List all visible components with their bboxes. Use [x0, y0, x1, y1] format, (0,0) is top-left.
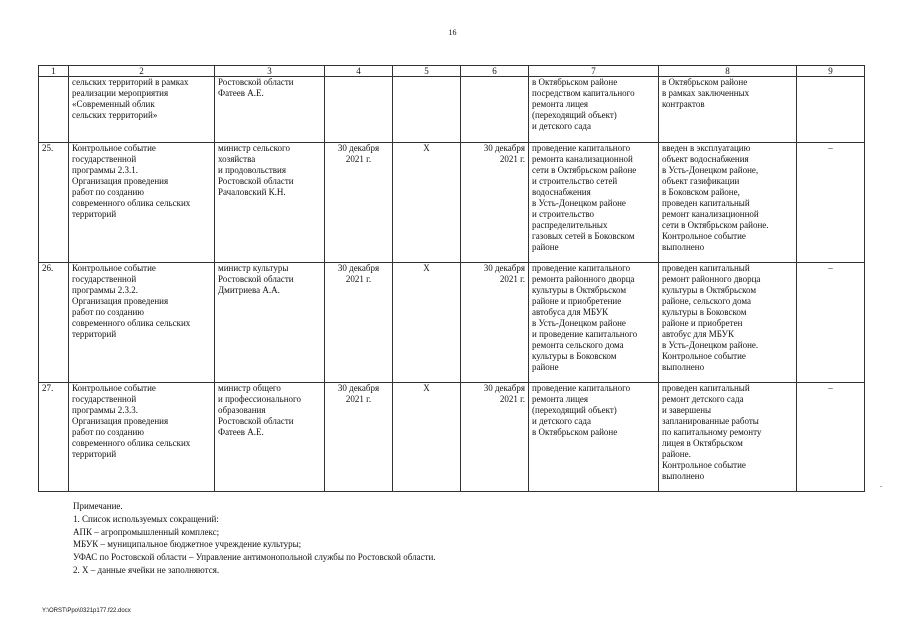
- plan-result-cell: в Октябрьском районе посредством капитального ремонта лицея (переходящий объект) и детского сада: [529, 77, 659, 143]
- mark-cell: Х: [393, 263, 461, 383]
- event-cell: Контрольное событие государственной программы 2.3.3. Организация проведения работ по созданию современного облика сельских территорий: [69, 383, 215, 492]
- plan-result-cell: проведение капитального ремонта лицея (переходящий объект) и детского сада в Октябрьском районе: [529, 383, 659, 492]
- plan-date-cell: 30 декабря 2021 г.: [325, 263, 393, 383]
- event-cell: сельских территорий в рамках реализации мероприятия «Современный облик сельских территорий»: [69, 77, 215, 143]
- column-header: 3: [215, 66, 325, 77]
- column-header: 9: [797, 66, 865, 77]
- row-number: 25.: [39, 143, 69, 263]
- column-header: 6: [461, 66, 529, 77]
- corner-mark: .: [880, 480, 882, 489]
- page-number: 16: [448, 28, 457, 37]
- row-number: [39, 77, 69, 143]
- responsible-cell: министр общего и профессионального образования Ростовской области Фатеев А.Е.: [215, 383, 325, 492]
- fact-date-cell: 30 декабря 2021 г.: [461, 383, 529, 492]
- table-row: [39, 77, 865, 143]
- event-cell: Контрольное событие государственной программы 2.3.2. Организация проведения работ по созданию современного облика сельских территорий: [69, 263, 215, 383]
- note-cell: –: [797, 263, 865, 383]
- column-header: 2: [69, 66, 215, 77]
- plan-date-cell: 30 декабря 2021 г.: [325, 383, 393, 492]
- note-cell: –: [797, 383, 865, 492]
- actual-result-cell: в Октябрьском районе в рамках заключенных контрактов: [659, 77, 797, 143]
- actual-result-cell: проведен капитальный ремонт детского сада и завершены запланированные работы по капитальному ремонту лицея в Октябрьском районе. Контрольное событие выполнено: [659, 383, 797, 492]
- note-cell: [797, 77, 865, 143]
- table-row: [39, 263, 865, 383]
- column-header: 1: [39, 66, 69, 77]
- event-cell: Контрольное событие государственной программы 2.3.1. Организация проведения работ по созданию современного облика сельских территорий: [69, 143, 215, 263]
- mark-cell: [393, 77, 461, 143]
- note-line: МБУК – муниципальное бюджетное учреждение культуры;: [73, 539, 302, 550]
- responsible-cell: министр сельского хозяйства и продовольствия Ростовской области Рачаловский К.Н.: [215, 143, 325, 263]
- table-row: [39, 143, 865, 263]
- mark-cell: Х: [393, 383, 461, 492]
- table-row: [39, 383, 865, 492]
- column-header: 7: [529, 66, 659, 77]
- report-table: [38, 65, 865, 492]
- notes-block: [73, 500, 436, 577]
- fact-date-cell: 30 декабря 2021 г.: [461, 263, 529, 383]
- plan-result-cell: проведение капитального ремонта канализационной сети в Октябрьском районе и строительство сетей водоснабжения в Усть-Донецком районе и строительство распределительных газовых сетей в Боковском районе: [529, 143, 659, 263]
- fact-date-cell: 30 декабря 2021 г.: [461, 143, 529, 263]
- column-header: 5: [393, 66, 461, 77]
- footer-file-path: Y:\ORST\Ppo\0321p177.f22.docx: [42, 608, 131, 614]
- responsible-cell: министр культуры Ростовской области Дмитриева А.А.: [215, 263, 325, 383]
- column-header: 4: [325, 66, 393, 77]
- mark-cell: Х: [393, 143, 461, 263]
- table-header-row: [39, 66, 865, 77]
- plan-result-cell: проведение капитального ремонта районного дворца культуры в Октябрьском районе и приобретение автобуса для МБУК в Усть-Донецком районе и проведение капитального ремонта сельского дома культуры в Боковском районе: [529, 263, 659, 383]
- note-line: 1. Список используемых сокращений:: [73, 513, 219, 524]
- actual-result-cell: введен в эксплуатацию объект водоснабжения в Усть-Донецком районе, объект газификации в Боковском районе, проведен капитальный ремонт канализационной сети в Октябрьском районе. Контрольное событие выполнено: [659, 143, 797, 263]
- actual-result-cell: проведен капитальный ремонт районного дворца культуры в Октябрьском районе, сельского дома культуры в Боковском районе и приобретен автобус для МБУК в Усть-Донецком районе. Контрольное событие выполнено: [659, 263, 797, 383]
- row-number: 27.: [39, 383, 69, 492]
- responsible-cell: Ростовской области Фатеев А.Е.: [215, 77, 325, 143]
- note-line: УФАС по Ростовской области – Управление антимонопольной службы по Ростовской области.: [73, 552, 436, 563]
- plan-date-cell: 30 декабря 2021 г.: [325, 143, 393, 263]
- note-line: АПК – агропромышленный комплекс;: [73, 526, 220, 537]
- notes-title: Примечание.: [73, 501, 123, 511]
- note-cell: –: [797, 143, 865, 263]
- plan-date-cell: [325, 77, 393, 143]
- column-header: 8: [659, 66, 797, 77]
- row-number: 26.: [39, 263, 69, 383]
- fact-date-cell: [461, 77, 529, 143]
- note-line: 2. Х – данные ячейки не заполняются.: [73, 564, 220, 575]
